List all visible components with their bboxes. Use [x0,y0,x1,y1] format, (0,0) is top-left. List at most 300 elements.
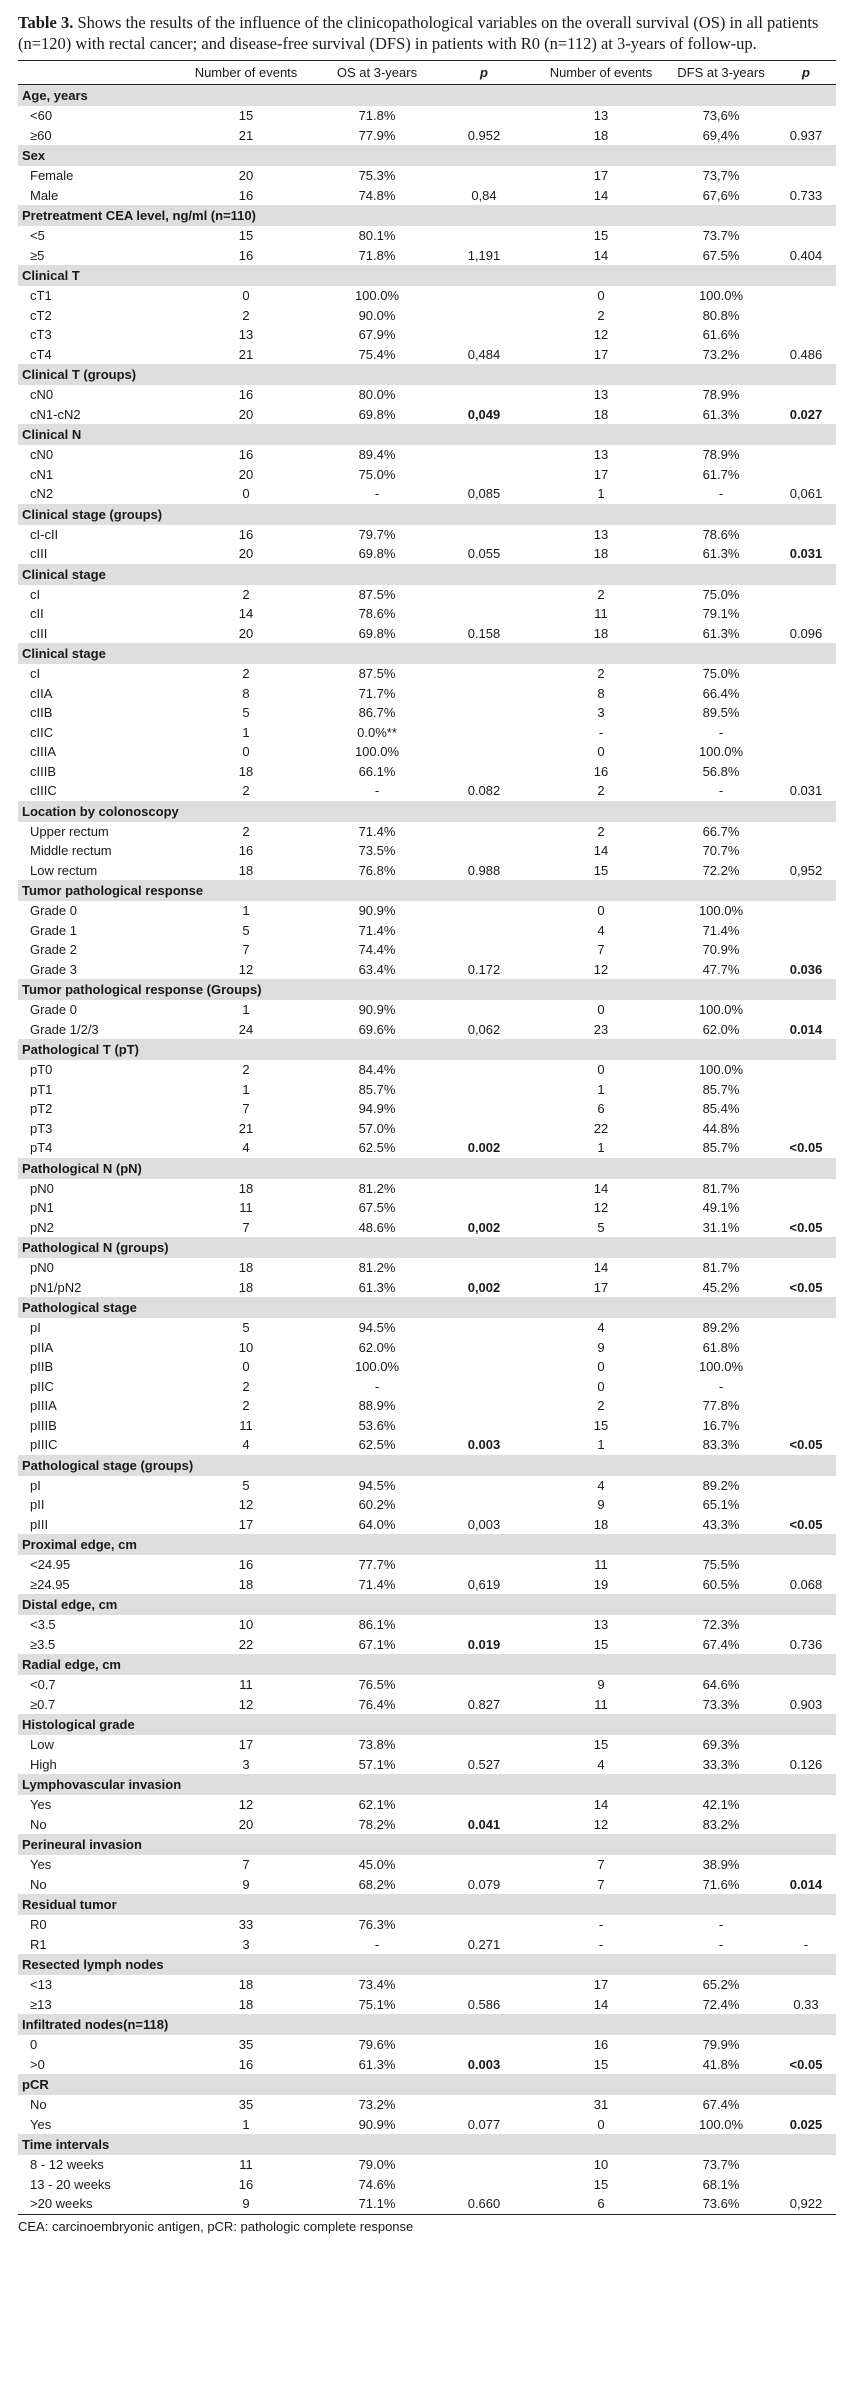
cell-dfs-3yr: 69.3% [702,1737,740,1753]
row-label: <24.95 [30,1557,71,1573]
row-label: Grade 3 [30,961,77,977]
cell-os-p [432,1099,536,1119]
cell-dfs-events: 15 [593,1737,609,1753]
section-title: Clinical stage [18,643,836,664]
row-label: pII [30,1497,45,1513]
cell-dfs-events: 4 [597,1320,605,1336]
cell-os-p [432,664,536,684]
cell-dfs-p [776,525,836,545]
cell-os-events: 7 [242,1857,250,1873]
row-label: pIIIC [30,1437,58,1453]
cell-dfs-events: 31 [593,2097,609,2113]
cell-dfs-events: 13 [593,1617,609,1633]
cell-dfs-events: 17 [593,168,609,184]
cell-os-events: 18 [238,1576,254,1592]
row-label: pT2 [30,1101,53,1117]
cell-os-p: 0,84 [471,187,497,203]
cell-dfs-p: 0,061 [789,486,823,502]
cell-os-3yr: 81.2% [358,1180,396,1196]
cell-os-3yr: 69.8% [358,406,396,422]
cell-dfs-3yr: 31.1% [702,1219,740,1235]
cell-dfs-p: 0.733 [789,187,823,203]
row-label: Middle rectum [30,843,112,859]
cell-dfs-events: 12 [593,1816,609,1832]
cell-dfs-3yr: 47.7% [702,961,740,977]
cell-os-p [432,325,536,345]
table-row [18,822,836,842]
cell-dfs-events: 0 [597,1359,605,1375]
cell-dfs-3yr: - [718,1936,724,1952]
cell-os-3yr: 94.5% [358,1477,396,1493]
cell-dfs-3yr: 73.7% [702,228,740,244]
cell-dfs-events: 14 [593,1180,609,1196]
cell-os-3yr: 57.0% [358,1120,396,1136]
cell-dfs-events: 16 [593,763,609,779]
cell-os-p [432,1338,536,1358]
cell-dfs-3yr: 89.5% [702,705,740,721]
cell-dfs-p [776,445,836,465]
cell-os-events: 20 [238,406,254,422]
cell-os-events: 0 [242,288,250,304]
table-row [18,781,836,801]
cell-os-events: 21 [238,346,254,362]
table-row [18,2115,836,2135]
cell-os-p [432,921,536,941]
table-row [18,1338,836,1358]
cell-os-p: 0,484 [467,346,501,362]
section-title: Tumor pathological response [18,880,836,901]
row-label: cIIIC [30,783,57,799]
cell-os-events: 3 [242,1936,250,1952]
header-dfs-p: p [776,61,836,85]
cell-dfs-p [776,166,836,186]
table-row [18,1635,836,1655]
cell-dfs-p: <0.05 [789,1279,823,1295]
cell-dfs-events: 4 [597,922,605,938]
cell-os-events: 21 [238,127,254,143]
cell-dfs-3yr: 81.7% [702,1260,740,1276]
row-label: R0 [30,1917,47,1933]
table-row [18,664,836,684]
cell-os-events: 12 [238,1497,254,1513]
row-label: pN0 [30,1260,54,1276]
row-label: cIIC [30,724,54,740]
cell-os-events: 12 [238,1696,254,1712]
row-label: pIIC [30,1378,54,1394]
cell-os-events: 9 [170,2194,322,2214]
cell-os-3yr: 62.1% [358,1797,396,1813]
cell-os-events: 2 [242,1378,250,1394]
section-title: Pathological stage (groups) [18,1455,836,1476]
cell-os-events: 18 [238,862,254,878]
section-title: Pathological T (pT) [18,1039,836,1060]
cell-os-events: 11 [239,2157,253,2173]
cell-dfs-p: 0.014 [789,1021,823,1037]
table-row [18,703,836,723]
cell-os-events: 2 [242,1398,250,1414]
cell-dfs-events: 18 [593,127,609,143]
cell-os-3yr: 75.0% [358,466,396,482]
cell-dfs-3yr: 78.9% [702,447,740,463]
cell-os-p: 0.082 [467,783,501,799]
cell-dfs-events: 23 [593,1021,609,1037]
cell-os-p [432,585,536,605]
table-row [18,1875,836,1895]
cell-dfs-p: <0.05 [789,1437,823,1453]
section-header-row [18,564,836,585]
header-os-p: p [432,61,536,85]
table-row [18,226,836,246]
table-row [18,940,836,960]
cell-dfs-3yr: 61.3% [702,625,740,641]
cell-os-events: 24 [238,1021,254,1037]
cell-os-p [432,226,536,246]
table-row [18,762,836,782]
cell-os-3yr: 76.3% [358,1917,396,1933]
cell-os-3yr: 48.6% [358,1219,396,1235]
cell-os-p: 0.019 [467,1636,501,1652]
table-row [18,1396,836,1416]
cell-dfs-p: 0.036 [789,961,823,977]
table-row [18,484,836,504]
table-row [18,1000,836,1020]
cell-os-events: 15 [238,228,254,244]
cell-os-events: 18 [238,1279,254,1295]
cell-os-3yr: 87.5% [358,586,396,602]
row-label: 13 - 20 weeks [30,2176,111,2192]
row-label: cN0 [30,447,54,463]
row-label: Grade 1/2/3 [30,1021,99,1037]
table-row [18,325,836,345]
cell-os-p: 0.827 [467,1696,501,1712]
cell-os-p [432,1416,536,1436]
cell-dfs-3yr: 71.4% [702,922,740,938]
cell-dfs-p [776,106,836,126]
table-row [18,306,836,326]
cell-os-events: 4 [242,1437,250,1453]
cell-dfs-3yr: 66.7% [702,823,740,839]
cell-dfs-p: <0.05 [789,1516,823,1532]
row-label: ≥13 [30,1996,52,2012]
cell-os-3yr: 76.5% [358,1677,396,1693]
cell-os-events: 11 [239,1417,253,1433]
cell-os-3yr: 69.8% [358,625,396,641]
cell-dfs-p [776,2175,836,2195]
cell-dfs-3yr: 79.1% [702,606,740,622]
row-label: R1 [30,1936,47,1952]
row-label: cN0 [30,387,54,403]
cell-os-events: 2 [242,666,250,682]
cell-os-events: 35 [238,2097,254,2113]
cell-os-3yr: 84.4% [358,1062,396,1078]
cell-dfs-3yr: 79.9% [702,2037,740,2053]
cell-dfs-events: - [598,1936,604,1952]
cell-os-events: 1 [242,1002,250,1018]
cell-os-3yr: 85.7% [358,1081,396,1097]
row-label: <13 [30,1977,53,1993]
cell-dfs-3yr: 89.2% [702,1320,740,1336]
cell-os-p [432,1198,536,1218]
cell-dfs-3yr: 68.1% [702,2176,740,2192]
row-label: 0 [30,2037,38,2053]
cell-os-events: 12 [238,961,254,977]
cell-dfs-events: 13 [593,447,609,463]
table-caption-text: Shows the results of the influence of the clinicopathological variables on the overall survival (OS) in all patients (n=120) with rectal cancer; and disease-free survival (DFS) in patients with R0 (n=112) at 3-years of follow-up. [18,13,819,53]
cell-os-p [432,762,536,782]
cell-os-3yr: 90.9% [358,2116,396,2132]
cell-dfs-events: 1 [597,1081,605,1097]
table-row [18,1357,836,1377]
section-header-row [18,265,836,286]
table-row [18,465,836,485]
section-header-row [18,1158,836,1179]
cell-dfs-events: 4 [597,1756,605,1772]
cell-dfs-events: 12 [593,1200,609,1216]
section-title: Clinical stage (groups) [18,504,836,525]
cell-dfs-p [776,1318,836,1338]
section-title: Pretreatment CEA level, ng/ml (n=110) [18,205,836,226]
row-label: pT3 [30,1120,53,1136]
cell-os-events: 1 [242,1081,250,1097]
cell-dfs-3yr: 65.2% [702,1977,740,1993]
cell-os-p [432,385,536,405]
cell-dfs-events: 17 [593,1977,609,1993]
table-row [18,525,836,545]
cell-dfs-events: 7 [597,1876,605,1892]
cell-os-3yr: 67.5% [358,1200,396,1216]
cell-os-p [432,166,536,186]
cell-os-events: 16 [238,526,254,542]
cell-dfs-events: 14 [593,1260,609,1276]
cell-os-p [432,742,536,762]
cell-os-events: 2 [242,783,250,799]
cell-dfs-3yr: - [718,724,724,740]
cell-dfs-3yr: 16.7% [702,1417,740,1433]
cell-os-events: 22 [238,1636,254,1652]
cell-dfs-events: 0 [597,288,605,304]
row-label: cT1 [30,288,52,304]
row-label: cN1 [30,466,54,482]
row-label: <0.7 [30,1677,56,1693]
cell-os-events: 17 [238,1516,254,1532]
cell-dfs-events: 1 [597,1140,605,1156]
cell-os-p [432,1060,536,1080]
cell-os-3yr: 78.6% [358,606,396,622]
cell-os-events: 16 [238,447,254,463]
section-header-row [18,205,836,226]
cell-os-p [432,1179,536,1199]
cell-dfs-3yr: 69,4% [702,127,740,143]
cell-os-events: 20 [238,1816,254,1832]
cell-os-3yr: 76.8% [358,862,396,878]
cell-os-3yr: 73.5% [358,843,396,859]
cell-os-p [432,1855,536,1875]
cell-os-events: 16 [238,1557,254,1573]
row-label: ≥60 [30,127,52,143]
cell-os-3yr: 71.4% [358,1576,396,1592]
cell-os-events: 16 [238,247,254,263]
cell-dfs-events: 15 [593,2176,609,2192]
cell-os-p [432,1000,536,1020]
cell-os-events: 18 [238,1996,254,2012]
cell-dfs-p [776,1915,836,1935]
cell-os-p [432,1675,536,1695]
section-title: Pathological N (groups) [18,1237,836,1258]
section-header-row [18,1774,836,1795]
row-label: pN1/pN2 [30,1279,82,1295]
row-label: >20 weeks [18,2194,170,2214]
row-label: <5 [30,228,45,244]
cell-os-p [432,1396,536,1416]
cell-os-3yr: - [374,1936,380,1952]
cell-dfs-p: - [803,1936,809,1952]
row-label: pIIA [30,1339,54,1355]
cell-dfs-p: 0.031 [789,546,823,562]
cell-dfs-events: 15 [593,228,609,244]
table-row [18,585,836,605]
cell-os-p: 0.158 [467,625,501,641]
cell-dfs-events: 0 [597,744,605,760]
section-title: Tumor pathological response (Groups) [18,979,836,1000]
table-row [18,1476,836,1496]
table-row [18,1995,836,2015]
cell-os-3yr: 69.6% [358,1021,396,1037]
cell-os-p [432,723,536,743]
table-row [18,1975,836,1995]
cell-dfs-p [776,286,836,306]
cell-os-p: 0.002 [467,1140,501,1156]
cell-dfs-events: 14 [593,187,609,203]
cell-os-events: 20 [238,625,254,641]
table-row [18,1060,836,1080]
cell-dfs-3yr: 61.7% [702,466,740,482]
row-label: pIII [30,1516,49,1532]
cell-os-events: 16 [238,187,254,203]
table-row [18,861,836,881]
section-header-row [18,364,836,385]
cell-dfs-p: <0.05 [789,2056,823,2072]
row-label: No [30,1816,47,1832]
cell-os-events: 7 [242,942,250,958]
cell-os-events: 18 [238,1977,254,1993]
cell-os-p [432,2095,536,2115]
cell-dfs-events: 17 [593,466,609,482]
row-label: >0 [30,2056,45,2072]
section-title: Age, years [18,85,836,107]
cell-os-events: 35 [238,2037,254,2053]
section-header-row [18,1654,836,1675]
cell-os-events: 15 [238,108,254,124]
cell-dfs-3yr: 75.0% [702,666,740,682]
cell-dfs-p [776,1357,836,1377]
cell-dfs-events: 17 [593,346,609,362]
table-row [18,2175,836,2195]
cell-dfs-p [776,465,836,485]
row-label: Male [30,187,59,203]
section-title: Histological grade [18,1714,836,1735]
section-header-row [18,2074,836,2095]
row-label: cII [30,606,44,622]
cell-dfs-p: 0.027 [789,406,823,422]
section-header-row [18,1534,836,1555]
header-dfs-events: Number of events [536,61,666,85]
cell-dfs-p [776,226,836,246]
cell-os-3yr: 74.6% [358,2176,396,2192]
cell-os-3yr: 87.5% [358,666,396,682]
cell-dfs-3yr: 42.1% [702,1797,740,1813]
cell-os-events: 5 [242,1320,250,1336]
cell-dfs-3yr: 85.4% [702,1101,740,1117]
cell-dfs-3yr: 61.3% [702,406,740,422]
table-row [18,126,836,146]
cell-os-events: 20 [238,168,254,184]
cell-os-p: 1,191 [467,247,501,263]
table-row [18,1755,836,1775]
cell-dfs-p [776,1675,836,1695]
cell-os-3yr: 74.8% [358,187,396,203]
section-header-row [18,2134,836,2155]
cell-os-events: 2 [242,1062,250,1078]
cell-os-3yr: 100.0% [354,1359,400,1375]
cell-os-events: 7 [242,1219,250,1235]
table-row [18,1675,836,1695]
cell-os-events: 11 [239,1200,253,1216]
cell-dfs-events: 18 [593,406,609,422]
cell-os-events: 2 [242,586,250,602]
table-row [18,2155,836,2175]
row-label: Grade 0 [30,1002,77,1018]
row-label: pN1 [30,1200,54,1216]
cell-os-3yr: 90.9% [358,903,396,919]
header-variable [18,61,170,85]
cell-dfs-p [776,664,836,684]
row-label: No [30,1876,47,1892]
section-header-row [18,880,836,901]
cell-dfs-events: 7 [597,942,605,958]
cell-dfs-p [776,1855,836,1875]
cell-os-3yr: 62.0% [358,1339,396,1355]
cell-dfs-3yr: 83.2% [702,1816,740,1832]
table-row [18,1855,836,1875]
cell-os-events: 2 [242,307,250,323]
cell-dfs-p [776,901,836,921]
table-row [18,2194,836,2214]
cell-os-events: 0 [242,744,250,760]
cell-dfs-3yr: 61.3% [702,546,740,562]
cell-dfs-3yr: 73.7% [702,2157,740,2173]
cell-dfs-p: 0,922 [776,2194,836,2214]
cell-dfs-p [776,1416,836,1436]
cell-dfs-events: 18 [593,625,609,641]
cell-dfs-3yr: 100.0% [698,2116,744,2132]
section-header-row [18,145,836,166]
cell-dfs-events: 0 [597,903,605,919]
cell-os-p [432,901,536,921]
cell-dfs-p [776,1179,836,1199]
cell-os-p: 0.988 [467,862,501,878]
cell-os-p [432,1476,536,1496]
row-label: pI [30,1320,41,1336]
cell-os-p: 0.077 [467,2116,501,2132]
cell-dfs-3yr: - [718,1378,724,1394]
cell-os-events: 5 [242,705,250,721]
cell-dfs-3yr: - [718,783,724,799]
cell-dfs-3yr: 85.7% [702,1140,740,1156]
row-label: pN0 [30,1180,54,1196]
cell-os-p: 0.952 [467,127,501,143]
cell-dfs-3yr: 70.7% [702,843,740,859]
cell-dfs-p [776,703,836,723]
